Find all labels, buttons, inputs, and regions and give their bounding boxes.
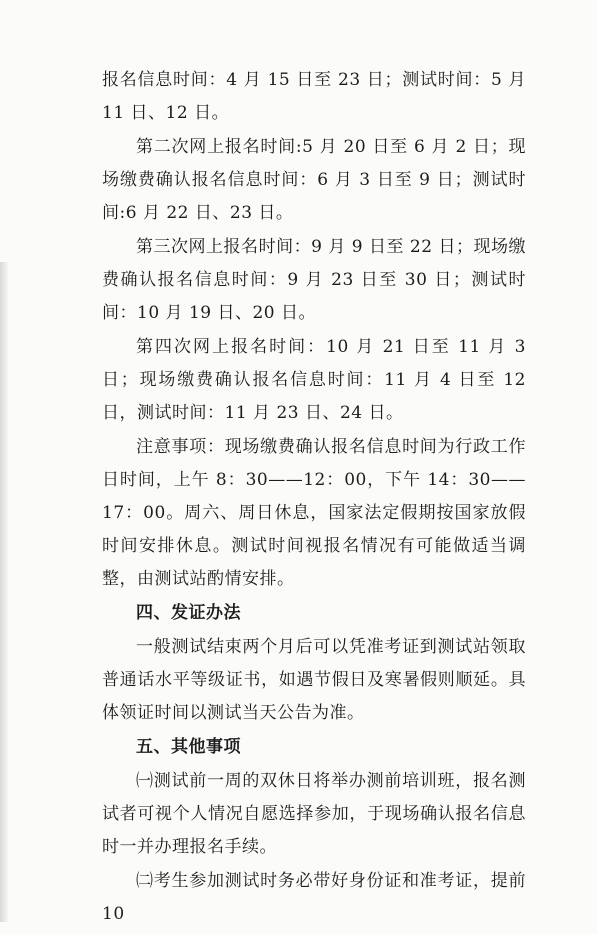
paragraph-fourth-session: 第四次网上报名时间：10 月 21 日至 11 月 3 日；现场缴费确认报名信息时间：11 月 4 日至 12 日，测试时间：11 月 23 日、24 日。 <box>102 337 526 423</box>
paragraph-notice: 注意事项：现场缴费确认报名信息时间为行政工作日时间，上午 8：30——12：00，下午 14：30——17：00。周六、周日休息，国家法定假期按国家放假时间安排休息。测试时间视报名情况有可能做适当调整，由测试站酌情安排。 <box>102 437 526 589</box>
paragraph-second-session: 第二次网上报名时间:5 月 20 日至 6 月 2 日；现场缴费确认报名信息时间：6 月 3 日至 9 日；测试时间:6 月 22 日、23 日。 <box>102 137 526 223</box>
paragraph-first-session-cont: 报名信息时间：4 月 15 日至 23 日；测试时间：5 月 11 日、12 日。 <box>102 70 526 123</box>
paragraph-third-session: 第三次网上报名时间：9 月 9 日至 22 日；现场缴费确认报名信息时间：9 月 23 日至 30 日；测试时间：10 月 19 日、20 日。 <box>102 237 526 323</box>
heading-other-matters: 五、其他事项 <box>136 737 241 757</box>
paragraph-id-documents: ㈡考生参加测试时务必带好身份证和准考证，提前 10 <box>102 871 526 924</box>
paragraph-certificate: 一般测试结束两个月后可以凭准考证到测试站领取普通话水平等级证书，如遇节假日及寒暑假则顺延。具体领证时间以测试当天公告为准。 <box>102 637 526 723</box>
scan-edge-shadow <box>0 262 9 922</box>
paragraph-training: ㈠测试前一周的双休日将举办测前培训班，报名测试者可视个人情况自愿选择参加，于现场确认报名信息时一并办理报名手续。 <box>102 771 526 857</box>
heading-certificate: 四、发证办法 <box>136 603 241 623</box>
document-body <box>102 64 526 931</box>
